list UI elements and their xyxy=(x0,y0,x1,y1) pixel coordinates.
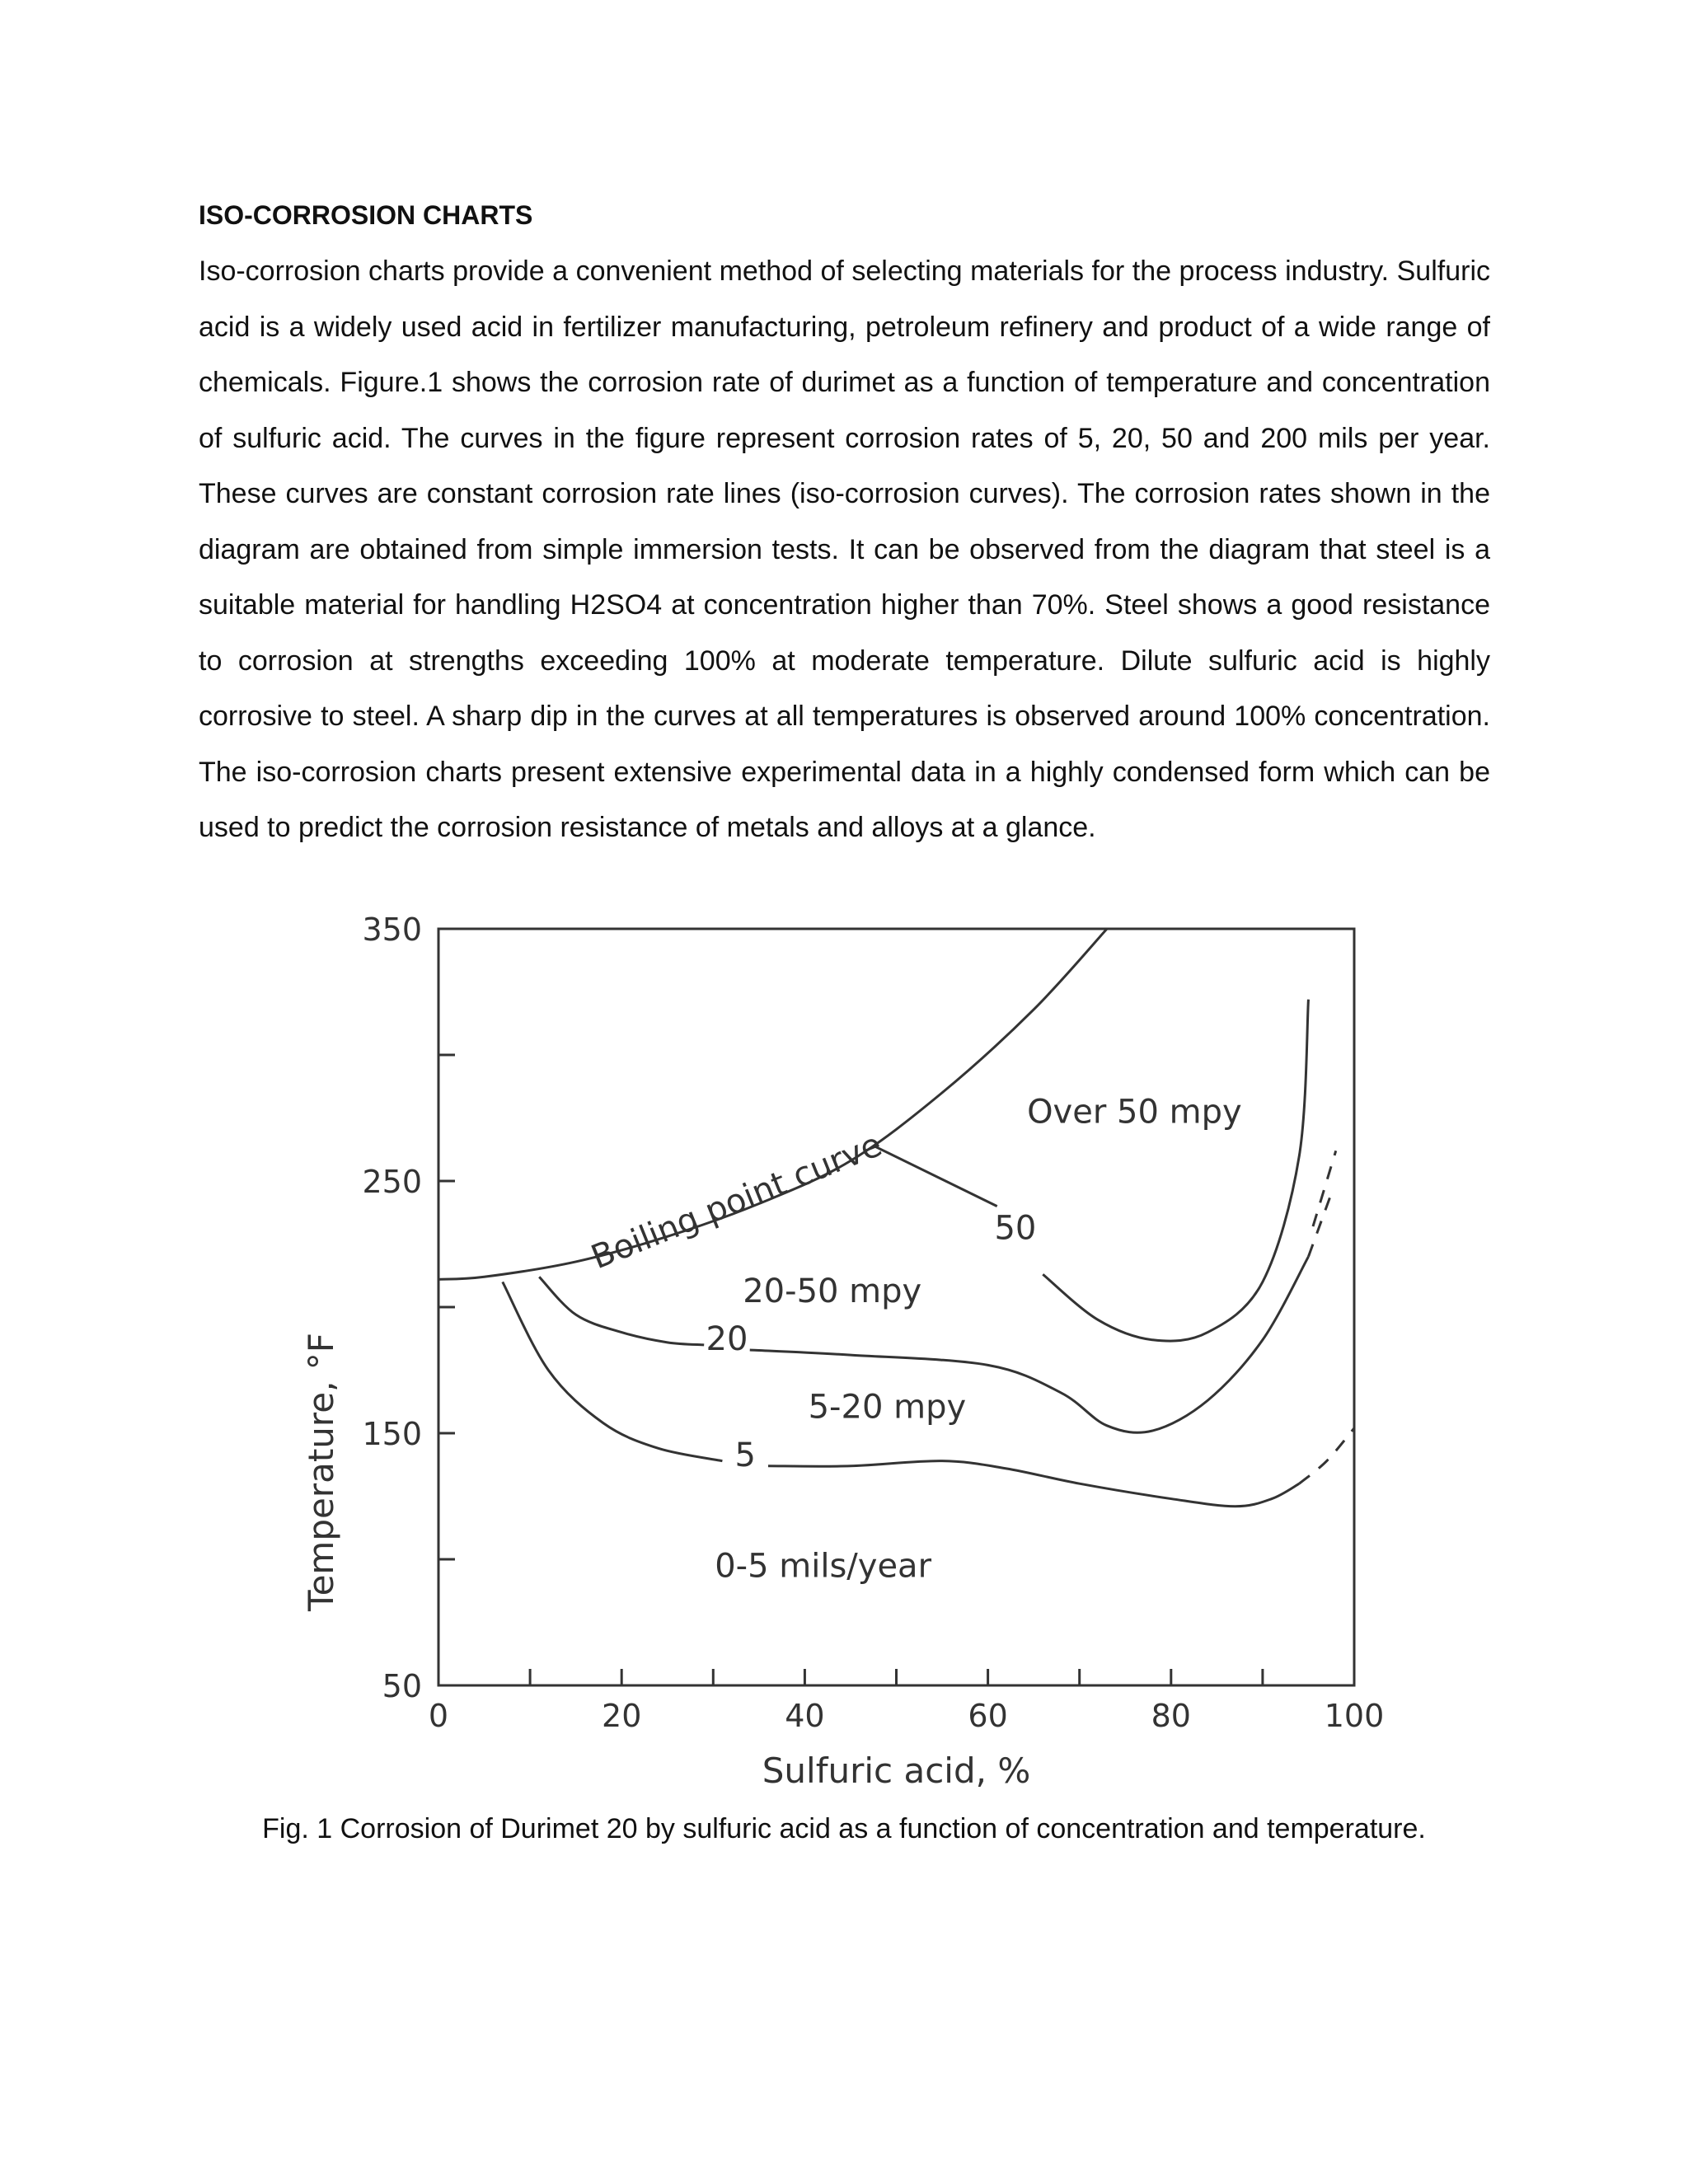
iso-corrosion-chart xyxy=(297,911,1401,1801)
x-tick-label: 20 xyxy=(602,1698,642,1734)
curve-20 xyxy=(1308,1193,1331,1257)
curve-50 xyxy=(1313,1151,1336,1226)
x-tick-label: 40 xyxy=(785,1698,825,1734)
curve-5 xyxy=(768,1461,1299,1507)
curve-5 xyxy=(1299,1428,1354,1483)
annotation-label: Over 50 mpy xyxy=(1027,1093,1242,1132)
x-tick-label: 100 xyxy=(1324,1698,1385,1734)
annotation-label: 5 xyxy=(734,1436,756,1474)
annotation-label: 0-5 mils/year xyxy=(715,1547,932,1586)
y-tick-label: 50 xyxy=(382,1668,422,1704)
body-paragraph: Iso-corrosion charts provide a convenient method of selecting materials for the process industry. Sulfuric acid is a widely used acid in fertilizer manufacturing, petroleum refinery and product of a wide range of chemicals. Figure.1 shows the corrosion rate of durimet as a function of temperature and concentration of sulfuric acid. The curves in the figure represent corrosion rates of 5, 20, 50 and 200 mils per year. These curves are constant corrosion rate lines (iso-corrosion curves). The corrosion rates shown in the diagram are obtained from simple immersion tests. It can be observed from the diagram that steel is a suitable material for handling H2SO4 at concentration higher than 70%. Steel shows a good resistance to corrosion at strengths exceeding 100% at moderate temperature. Dilute sulfuric acid is highly corrosive to steel. A sharp dip in the curves at all temperatures is observed around 100% concentration. The iso-corrosion charts present extensive experimental data in a highly condensed form which can be used to predict the corrosion resistance of metals and alloys at a glance. xyxy=(199,255,1490,843)
annotation-label: 20 xyxy=(706,1320,748,1359)
curve-50 xyxy=(1043,1000,1308,1341)
y-axis-label: Temperature, °F xyxy=(301,1333,341,1611)
curve-20 xyxy=(539,1277,704,1345)
figure-caption: Fig. 1 Corrosion of Durimet 20 by sulfuric acid as a function of concentration and temperature. xyxy=(262,1813,1426,1844)
y-tick-label: 350 xyxy=(362,912,422,948)
y-tick-label: 150 xyxy=(362,1416,422,1452)
plot-area xyxy=(301,912,1384,1791)
curve-5 xyxy=(503,1282,723,1460)
annotation-label: 5-20 mpy xyxy=(808,1388,967,1427)
x-tick-label: 60 xyxy=(968,1698,1008,1734)
x-tick-label: 80 xyxy=(1151,1698,1191,1734)
x-tick-label: 0 xyxy=(428,1698,449,1734)
annotation-label: 20-50 mpy xyxy=(743,1272,922,1310)
y-tick-label: 250 xyxy=(362,1164,422,1200)
curve-50 xyxy=(874,1146,997,1206)
section-heading: ISO-CORROSION CHARTS xyxy=(199,200,533,230)
x-axis-label: Sulfuric acid, % xyxy=(762,1750,1031,1791)
annotation-label: Boiling point curve xyxy=(586,1126,888,1277)
annotation-label: 50 xyxy=(994,1209,1037,1248)
